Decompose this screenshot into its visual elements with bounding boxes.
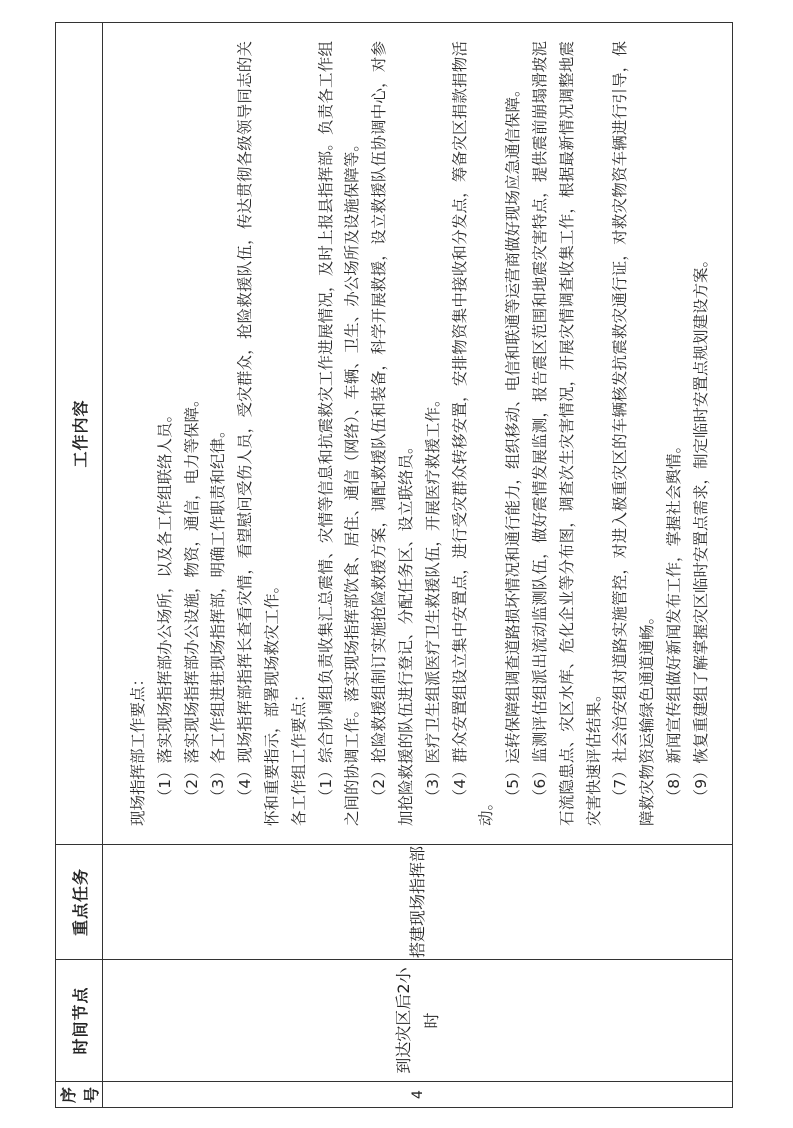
- header-time: 时间节点: [56, 960, 103, 1082]
- header-no: 序号: [56, 1082, 103, 1108]
- work-table: [55, 22, 733, 1108]
- list-item: （4）现场指挥部指挥长查看灾情，看望慰问受伤人员，受灾群众，抢险救援队伍，传达贯彻各级领导同志的关怀和重要指示，部署现场救灾工作。: [236, 41, 281, 826]
- list-item: （7）社会治安组对道路实施管控，对进入极重灾区的车辆核发抗震救灾通行证，对救灾物资车辆进行引导，保障救灾物资运输绿色通道通畅。: [611, 41, 657, 826]
- list-item: （9）恢复重建组了解掌握灾区临时安置点需求，制定临时安置点规划建设方案。: [691, 251, 710, 805]
- list-item: （1）落实现场指挥部办公场所，以及各工作组联络人员。: [155, 406, 174, 805]
- list-item: （2）落实现场指挥部办公设施，物资，通信，电力等保障。: [182, 391, 201, 805]
- list-item: （3）各工作组进驻现场指挥部，明确工作职责和纪律。: [209, 422, 228, 805]
- list-item: （6）监测评估组派出流动监测队伍，做好震情发展监测，报告震区范围和地震灾害特点，提供震前崩塌滑坡泥石流隐患点、灾区水库、危化企业等分布图，调查次生灾害情况，开展灾情调查收集工作，根据最新情况调整地震灾害快速评估结果。: [530, 41, 603, 826]
- list-item: （4）群众安置组设立集中安置点，进行受灾群众转移安置，安排物资集中接收和分发点，筹备灾区捐款捐物活动。: [450, 41, 496, 826]
- list-item: （1）综合协调组负责收集汇总震情、灾情等信息和抗震救灾工作进展情况，及时上报县指挥部。负责各工作组之间的协调工作。落实现场指挥部饮食、居住、通信（网络）、车辆、卫生、办公场所及设施保障等。: [316, 41, 362, 826]
- row-number: 4: [103, 1082, 733, 1108]
- list-item: （3）医疗卫生组派医疗卫生救援队伍，开展医疗救援工作。: [423, 391, 442, 805]
- time-node: 到达灾区后2小时: [103, 960, 733, 1082]
- header-row: [56, 23, 103, 1108]
- section-title: 各工作组工作要点：: [289, 686, 308, 826]
- header-task: 重点任务: [56, 845, 103, 960]
- list-item: （2）抢险救援组制订实施抢险救援方案，调配救援队伍和装备，科学开展救援，设立救援队伍协调中心，对参加抢险救援的队伍进行登记、分配任务区、设立联络员。: [370, 41, 415, 826]
- table-row: [103, 23, 733, 1108]
- section-title: 现场指挥部工作要点：: [129, 670, 147, 826]
- list-item: （8）新闻宣传组做好新闻发布工作，掌握社会舆情。: [664, 437, 683, 805]
- work-content: [103, 23, 733, 845]
- key-task: 搭建现场指挥部: [103, 845, 733, 960]
- header-content: 工作内容: [56, 23, 103, 845]
- list-item: （5）运转保障组调查道路损坏情况和通行能力，组织移动、电信和联通等运营商做好现场应急通信保障。: [504, 81, 523, 805]
